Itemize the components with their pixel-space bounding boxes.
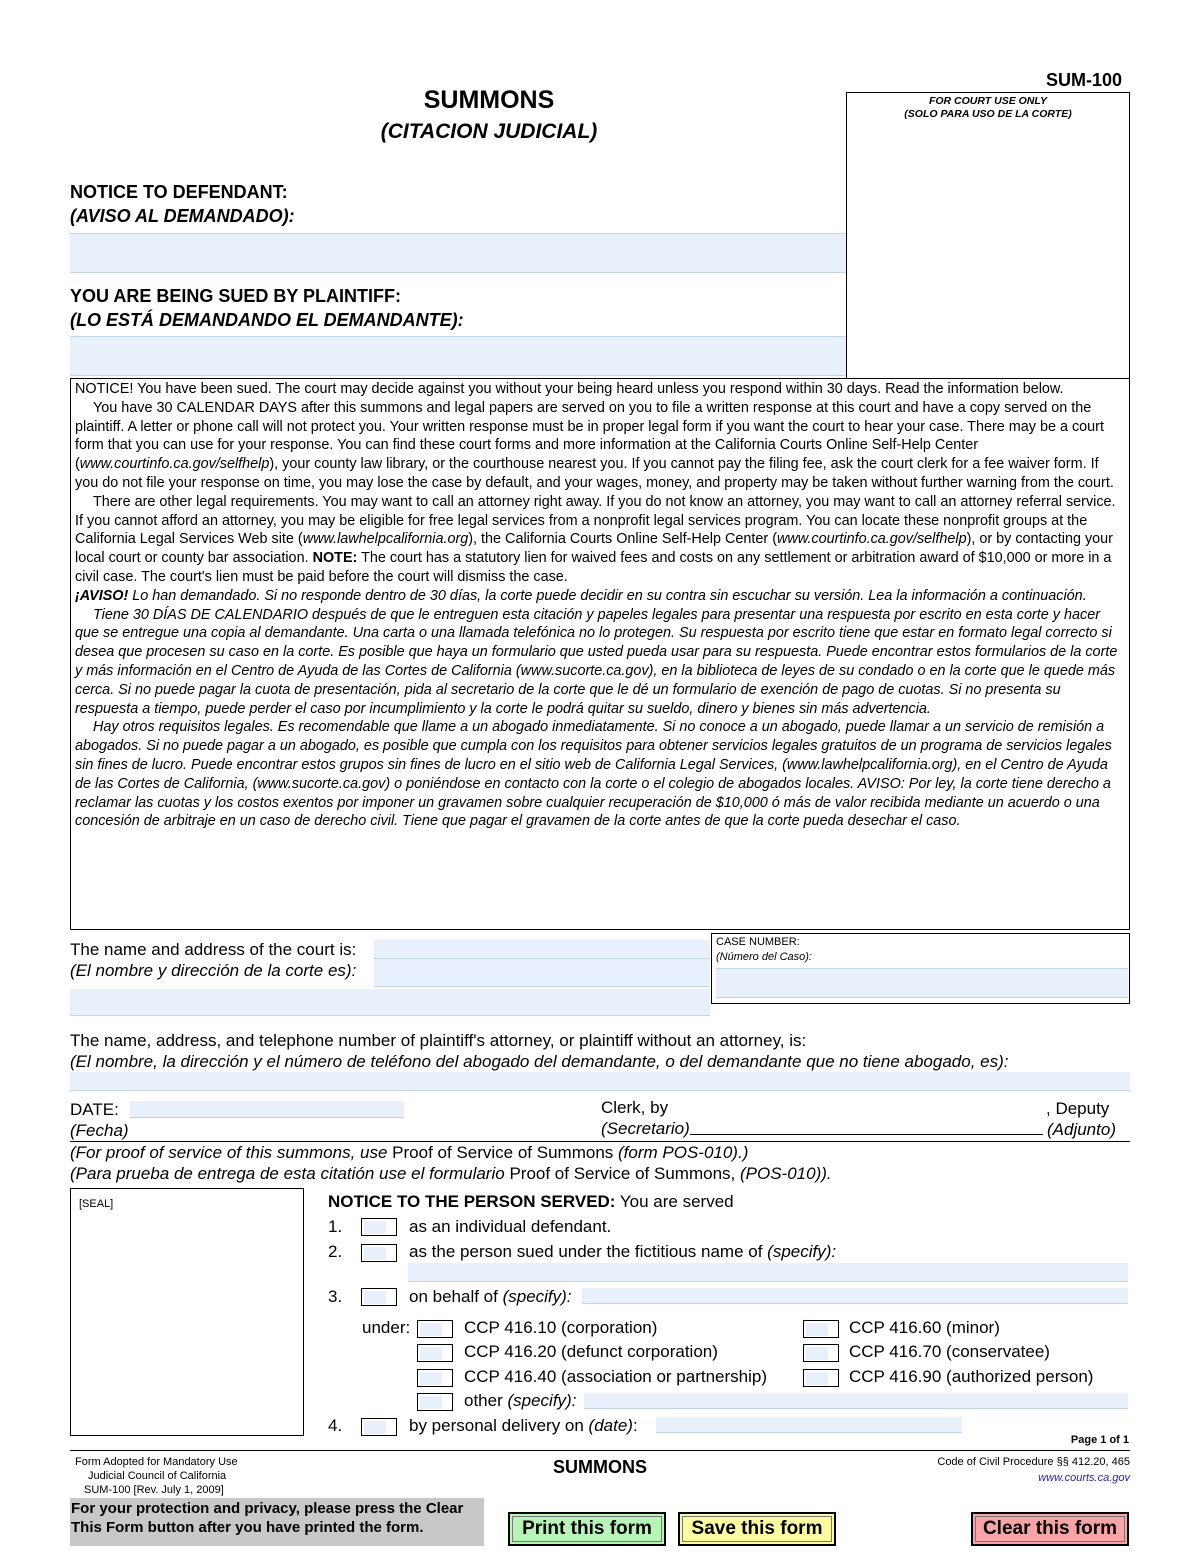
item-2-checkbox[interactable] (361, 1244, 397, 1262)
attorney-label: The name, address, and telephone number of plaintiff's attorney, or plaintiff without an attorney, is: (70, 1031, 807, 1050)
proof-en-b: Proof of Service of Summons (387, 1143, 618, 1162)
privacy-line2: This Form button after you have printed the form. (71, 1519, 424, 1536)
proof-es-c: (POS-010)). (739, 1164, 832, 1183)
under-label: under: (362, 1318, 411, 1337)
date-label-es: (Fecha) (70, 1121, 129, 1140)
notice-en-p2-b: ), your county law library, or the courthouse nearest you. If you cannot pay the filing fee, ask the court clerk for a fee waiver form. If you do not file your response on time, you may lose the case by default, and your wages, money, and property may be taken without further warning from the court. (75, 456, 1114, 491)
ccp-416-60-checkbox[interactable] (803, 1320, 839, 1338)
defendant-field[interactable] (70, 233, 846, 273)
case-number-field[interactable] (716, 968, 1128, 998)
court-use-label-es: (SOLO PARA USO DE LA CORTE) (904, 108, 1072, 120)
clear-button-label: Clear this form (982, 1518, 1118, 1539)
defendant-label-es: (AVISO AL DEMANDADO): (70, 206, 295, 226)
item-2-number: 2. (328, 1242, 343, 1261)
ccp-416-90-label: CCP 416.90 (authorized person) (849, 1367, 1094, 1386)
ccp-416-70-checkbox[interactable] (803, 1344, 839, 1362)
item-1-checkbox[interactable] (361, 1218, 397, 1236)
ccp-416-70-label: CCP 416.70 (conservatee) (849, 1342, 1050, 1361)
adopted-line2: Judicial Council of California (88, 1470, 227, 1482)
notice-es-p2: Tiene 30 DÍAS DE CALENDARIO después de que le entreguen esta citación y papeles legales para presentar una respuesta por escrito en esta corte y hacer que se entregue una copia al demandante. Una carta o una llamada telefónica no lo protegen. Su respuesta por escrito tiene que estar en formato legal correcto si desea que procesen su caso en la corte. Es posible que haya un formulario que usted pueda usar para su respuesta. Puede encontrar estos formularios de la corte y más información en el Centro de Ayuda de las Cortes de California (www.sucorte.ca.gov), en la biblioteca de leyes de su condado o en la corte que le quede más cerca. Si no puede pagar la cuota de presentación, pida al secretario de la corte que le dé un formulario de exención de pago de cuotas. Si no presenta su respuesta a tiempo, puede perder el caso por incumplimiento y la corte le podrá quitar su sueldo, dinero y bienes sin más advertencia. (75, 606, 1118, 717)
print-button-label: Print this form (522, 1518, 652, 1539)
court-field-line1[interactable] (374, 940, 710, 959)
other-checkbox[interactable] (417, 1393, 453, 1411)
ccp-416-60-label: CCP 416.60 (minor) (849, 1318, 1000, 1337)
print-button[interactable] (508, 1512, 666, 1546)
selfhelp-link[interactable]: www.courtinfo.ca.gov/selfhelp (79, 456, 270, 473)
item-4-number: 4. (328, 1416, 343, 1435)
item-4-text: by personal delivery on (409, 1416, 589, 1435)
aviso-label: ¡AVISO! (75, 587, 129, 604)
item-4-date-field[interactable] (656, 1417, 962, 1433)
page-title-es: (CITACION JUDICIAL) (380, 120, 598, 143)
item-1-number: 1. (328, 1217, 343, 1236)
notice-es-p1-text: Lo han demandado. Si no responde dentro de 30 días, la corte puede decidir en su contra sin escuchar su versión. Lea la información a continuación. (128, 587, 1087, 604)
notice-en-p2 (75, 399, 1125, 493)
ccp-416-10-checkbox[interactable] (417, 1320, 453, 1338)
privacy-notice (70, 1498, 484, 1546)
item-2-specify: (specify): (767, 1242, 837, 1261)
attorney-label-es: (El nombre, la dirección y el número de teléfono del abogado del demandante, o del demandante que no tiene abogado, es): (70, 1052, 1009, 1071)
ccp-416-10-label: CCP 416.10 (corporation) (464, 1318, 658, 1337)
item-3-specify: (specify): (502, 1287, 572, 1306)
footer-title: SUMMONS (553, 1457, 647, 1477)
attorney-field[interactable] (70, 1072, 1130, 1091)
notice-en-p1: NOTICE! You have been sued. The court may decide against you without your being heard unless you respond within 30 days. Read the information below. (75, 381, 1064, 397)
deputy-label-es: (Adjunto) (1047, 1120, 1116, 1139)
defendant-label: NOTICE TO DEFENDANT: (70, 182, 288, 202)
item-4-specify: (date) (588, 1416, 633, 1435)
footer-divider (70, 1450, 1130, 1451)
date-label: DATE: (70, 1100, 119, 1119)
served-heading-tail: You are served (615, 1192, 734, 1211)
proof-line-en (70, 1143, 748, 1163)
notice-en-p3-a: There are other legal requirements. You may want to call an attorney right away. If you do not know an attorney, you may want to call an attorney referral service. If you cannot afford an attorney, you may be eligible for free legal services from a nonprofit legal services program. You can locate these nonprofit groups at the California Legal Services Web site ( (75, 493, 1116, 548)
seal-box (70, 1188, 304, 1436)
item-4-label (409, 1416, 638, 1436)
adopted-line3: SUM-100 [Rev. July 1, 2009] (84, 1484, 224, 1496)
deputy-label: , Deputy (1046, 1099, 1110, 1118)
clerk-label: Clerk, by (601, 1098, 669, 1117)
item-4-checkbox[interactable] (361, 1418, 397, 1436)
court-use-label: FOR COURT USE ONLY (928, 95, 1048, 107)
other-specify: (specify): (507, 1391, 577, 1410)
case-number-label: CASE NUMBER: (716, 936, 800, 948)
plaintiff-label-es: (LO ESTÁ DEMANDANDO EL DEMANDANTE): (70, 310, 464, 330)
adopted-line1: Form Adopted for Mandatory Use (75, 1456, 238, 1468)
court-field-line2[interactable] (374, 959, 710, 987)
item-2-field[interactable] (408, 1263, 1128, 1282)
clerk-signature-line[interactable] (690, 1134, 1043, 1135)
courts-site-link[interactable]: www.courts.ca.gov (1038, 1472, 1130, 1484)
court-label: The name and address of the court is: (70, 940, 357, 959)
item-3-label (409, 1287, 572, 1307)
notice-en-p3-d: The court has a statutory lien for waived fees and costs on any settlement or arbitration award of $10,000 or more in a civil case. The court's lien must be paid before the court will dismiss the case. (75, 550, 1112, 585)
page-title: SUMMONS (423, 86, 555, 114)
clear-button[interactable] (971, 1512, 1129, 1546)
court-use-box (846, 92, 1130, 379)
save-button-label: Save this form (691, 1518, 823, 1539)
item-2-label (409, 1242, 836, 1262)
notice-en-p3-c: ), or by contacting your local court or county bar association. (75, 531, 1113, 567)
proof-en-a: (For proof of service of this summons, use (70, 1143, 388, 1162)
notice-es-p1 (75, 587, 1125, 606)
notice-note-label: NOTE: (312, 550, 358, 567)
item-3-text: on behalf of (409, 1287, 503, 1306)
item-4-colon: : (632, 1416, 638, 1435)
code-reference: Code of Civil Procedure §§ 412.20, 465 (937, 1456, 1130, 1468)
served-heading (328, 1192, 734, 1212)
privacy-line1: For your protection and privacy, please press the Clear (71, 1500, 464, 1517)
ccp-416-40-checkbox[interactable] (417, 1369, 453, 1387)
divider-date (70, 1141, 1130, 1142)
ccp-416-20-label: CCP 416.20 (defunct corporation) (464, 1342, 718, 1361)
court-label-es: (El nombre y dirección de la corte es): (70, 961, 357, 980)
served-heading-bold: NOTICE TO THE PERSON SERVED: (328, 1192, 616, 1211)
proof-es-a: (Para prueba de entrega de esta citatión use el formulario (70, 1164, 510, 1183)
clerk-label-es: (Secretario) (601, 1119, 690, 1138)
item-3-number: 3. (328, 1287, 343, 1306)
notice-es-p3: Hay otros requisitos legales. Es recomendable que llame a un abogado inmediatamente. Si no conoce a un abogado, puede llamar a un servicio de remisión a abogados. Si no puede pagar a un abogado, es posible que cumpla con los requisitos para obtener servicios legales gratuitos de un programa de servicios legales sin fines de lucro. Puede encontrar estos grupos sin fines de lucro en el sitio web de California Legal Services, (www.lawhelpcalifornia.org), en el Centro de Ayuda de las Cortes de California, (www.sucorte.ca.gov) o poniéndose en contacto con la corte o el colegio de abogados locales. AVISO: Por ley, la corte tiene derecho a reclamar las cuotas y los costos exentos por imponer un gravamen sobre cualquier recuperación de $10,000 ó más de valor recibida mediante un acuerdo o una concesión de arbitraje en un caso de derecho civil. Tiene que pagar el gravamen de la corte antes de que la corte pueda desechar el caso. (75, 719, 1112, 830)
ccp-416-40-label: CCP 416.40 (association or partnership) (464, 1367, 768, 1386)
case-number-label-es: (Número del Caso): (716, 951, 812, 963)
proof-line-es (70, 1164, 832, 1184)
item-1-label: as an individual defendant. (409, 1217, 612, 1236)
notice-en-p3-b: ), the California Courts Online Self-Help Center ( (468, 531, 777, 548)
other-label (464, 1391, 576, 1411)
ccp-416-90-checkbox[interactable] (803, 1369, 839, 1387)
selfhelp-link-2[interactable]: www.courtinfo.ca.gov/selfhelp (777, 531, 967, 548)
court-field-line3[interactable] (70, 989, 710, 1016)
lawhelp-link[interactable]: www.lawhelpcalifornia.org (302, 531, 469, 548)
form-number: SUM-100 (1046, 70, 1123, 90)
item-3-field[interactable] (582, 1288, 1128, 1304)
seal-label: [SEAL] (79, 1198, 114, 1210)
plaintiff-label: YOU ARE BEING SUED BY PLAINTIFF: (70, 286, 402, 306)
item-3-checkbox[interactable] (361, 1288, 397, 1306)
proof-es-b: Proof of Service of Summons, (509, 1164, 740, 1183)
notice-en-p3 (75, 493, 1125, 587)
notice-en-p2-a: You have 30 CALENDAR DAYS after this summons and legal papers are served on you to file a written response at this court and have a copy served on the plaintiff. A letter or phone call will not protect you. Your written response must be in proper legal form if you want the court to hear your case. There may be a court form that you can use for your response. You can find these court forms and more information at the California Courts Online Self-Help Center ( (75, 399, 1104, 473)
save-button[interactable] (678, 1512, 836, 1546)
ccp-416-20-checkbox[interactable] (417, 1344, 453, 1362)
other-text: other (464, 1391, 508, 1410)
page-number: Page 1 of 1 (1070, 1434, 1129, 1446)
notice-box (70, 378, 1130, 930)
proof-en-c: (form POS-010).) (618, 1143, 749, 1162)
item-2-text: as the person sued under the fictitious name of (409, 1242, 768, 1261)
plaintiff-field[interactable] (70, 336, 846, 376)
date-field[interactable] (130, 1101, 404, 1118)
other-field[interactable] (584, 1393, 1128, 1409)
